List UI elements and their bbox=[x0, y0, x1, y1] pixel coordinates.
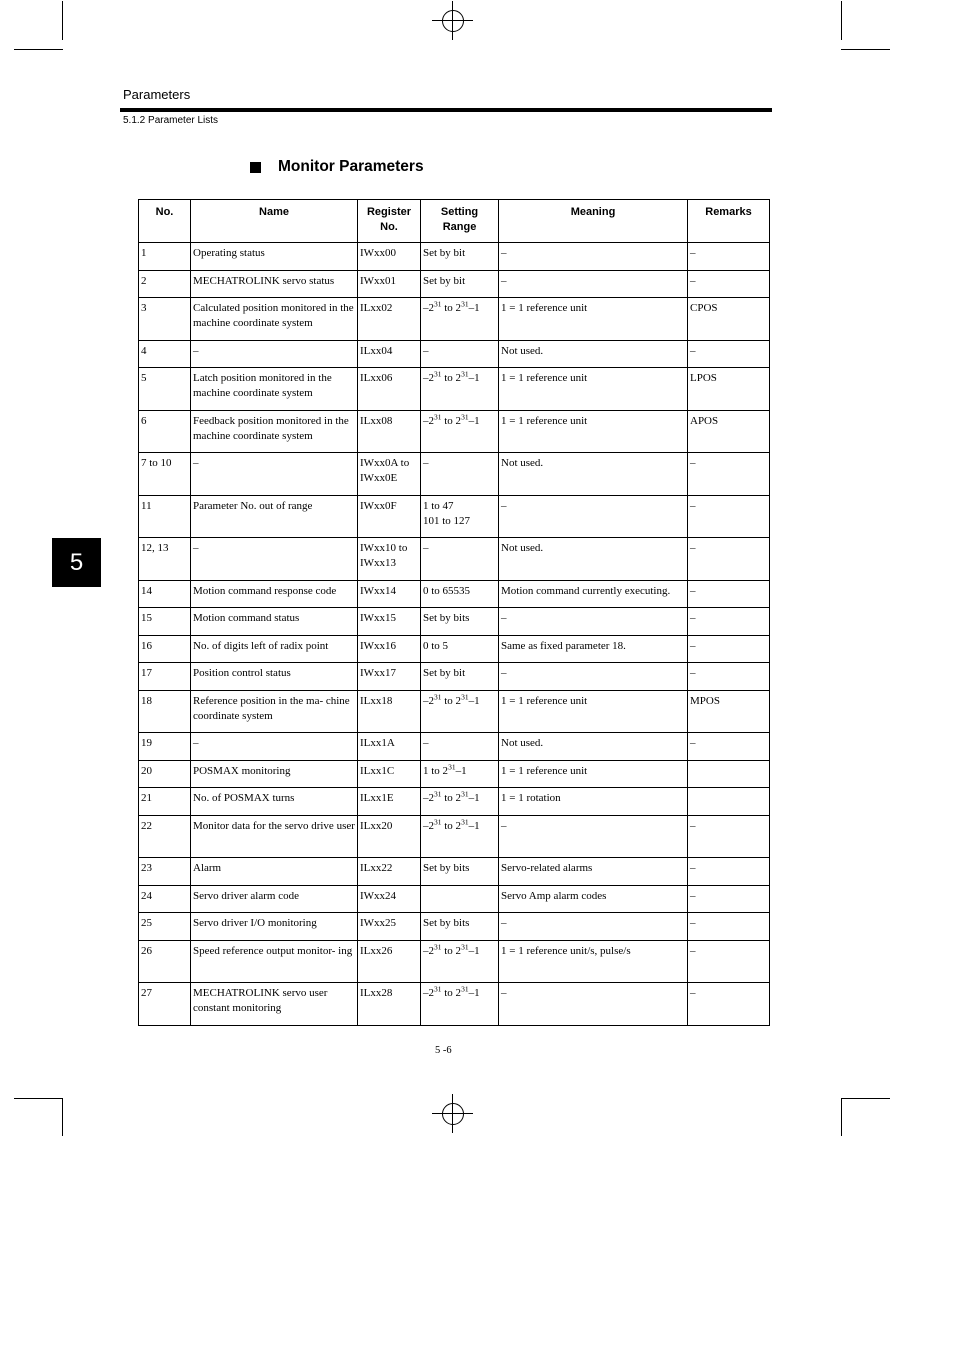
section-heading-text: Monitor Parameters bbox=[278, 158, 424, 175]
cell-meaning: Servo Amp alarm codes bbox=[499, 886, 688, 913]
range-part: 31 bbox=[434, 412, 442, 422]
cell-register: IWxx0F bbox=[358, 496, 421, 538]
cell-register: ILxx18 bbox=[358, 691, 421, 733]
range-part: –1 bbox=[468, 695, 480, 707]
range-part: –1 bbox=[468, 792, 480, 804]
cell-no: 7 to 10 bbox=[139, 453, 191, 496]
cell-remarks: – bbox=[688, 538, 770, 581]
cell-meaning: – bbox=[499, 608, 688, 636]
header-rule bbox=[120, 108, 772, 112]
cell-meaning: Same as fixed parameter 18. bbox=[499, 636, 688, 663]
cell-meaning: – bbox=[499, 913, 688, 941]
cell-register: IWxx24 bbox=[358, 886, 421, 913]
cell-register: IWxx01 bbox=[358, 271, 421, 298]
range-part: 31 bbox=[461, 299, 469, 309]
cell-name: Feedback position monitored in the machine coordinate system bbox=[191, 411, 358, 453]
range-part: –1 bbox=[468, 820, 480, 832]
cell-no: 18 bbox=[139, 691, 191, 733]
cell-remarks: – bbox=[688, 941, 770, 983]
cell-meaning: 1 = 1 reference unit bbox=[499, 761, 688, 788]
cell-range bbox=[421, 411, 499, 453]
table-row bbox=[139, 941, 770, 983]
cell-remarks: APOS bbox=[688, 411, 770, 453]
column-header-meaning: Meaning bbox=[499, 200, 688, 243]
monitor-parameters-table bbox=[138, 199, 770, 1026]
cell-no: 25 bbox=[139, 913, 191, 941]
cell-remarks: – bbox=[688, 816, 770, 858]
cell-range: Set by bit bbox=[421, 271, 499, 298]
cell-name: – bbox=[191, 538, 358, 581]
column-header-range: Setting Range bbox=[421, 200, 499, 243]
table-row bbox=[139, 691, 770, 733]
cell-range: – bbox=[421, 341, 499, 368]
cell-name: Reference position in the ma- chine coordinate system bbox=[191, 691, 358, 733]
cell-meaning: Servo-related alarms bbox=[499, 858, 688, 886]
table-row bbox=[139, 886, 770, 913]
table-row bbox=[139, 608, 770, 636]
cell-no: 11 bbox=[139, 496, 191, 538]
cell-meaning: – bbox=[499, 663, 688, 691]
cell-remarks bbox=[688, 788, 770, 816]
range-part: 31 bbox=[434, 817, 442, 827]
cell-remarks: – bbox=[688, 453, 770, 496]
table-body bbox=[139, 243, 770, 1026]
range-part: –2 bbox=[423, 945, 434, 957]
cell-no: 14 bbox=[139, 581, 191, 608]
cell-register: IWxx16 bbox=[358, 636, 421, 663]
range-part: 31 bbox=[434, 692, 442, 702]
cell-no: 27 bbox=[139, 983, 191, 1026]
cell-no: 15 bbox=[139, 608, 191, 636]
range-part: 31 bbox=[461, 692, 469, 702]
cell-name: No. of digits left of radix point bbox=[191, 636, 358, 663]
table-row bbox=[139, 243, 770, 271]
table-row bbox=[139, 496, 770, 538]
table-row bbox=[139, 663, 770, 691]
column-header-register: Register No. bbox=[358, 200, 421, 243]
cell-meaning: – bbox=[499, 271, 688, 298]
column-header-name: Name bbox=[191, 200, 358, 243]
cell-name: Operating status bbox=[191, 243, 358, 271]
cell-meaning: Not used. bbox=[499, 733, 688, 761]
cell-remarks: – bbox=[688, 858, 770, 886]
cell-register: ILxx06 bbox=[358, 368, 421, 411]
cell-name: Servo driver I/O monitoring bbox=[191, 913, 358, 941]
range-part: 31 bbox=[434, 789, 442, 799]
cell-register: IWxx14 bbox=[358, 581, 421, 608]
cell-meaning: Not used. bbox=[499, 341, 688, 368]
cell-range: Set by bits bbox=[421, 858, 499, 886]
cell-range bbox=[421, 496, 499, 538]
range-part: 31 bbox=[434, 942, 442, 952]
cell-no: 16 bbox=[139, 636, 191, 663]
range-line: 1 to 47 bbox=[423, 500, 454, 512]
cell-range bbox=[421, 761, 499, 788]
cell-no: 6 bbox=[139, 411, 191, 453]
cell-remarks: – bbox=[688, 608, 770, 636]
range-part: –2 bbox=[423, 987, 434, 999]
cell-range bbox=[421, 941, 499, 983]
range-part: 31 bbox=[434, 984, 442, 994]
cell-range bbox=[421, 368, 499, 411]
cell-register: ILxx28 bbox=[358, 983, 421, 1026]
cell-name: Servo driver alarm code bbox=[191, 886, 358, 913]
cell-no: 1 bbox=[139, 243, 191, 271]
cell-range: – bbox=[421, 453, 499, 496]
cell-remarks: – bbox=[688, 913, 770, 941]
cell-name: Latch position monitored in the machine coordinate system bbox=[191, 368, 358, 411]
cell-no: 20 bbox=[139, 761, 191, 788]
cell-remarks: MPOS bbox=[688, 691, 770, 733]
range-part: –2 bbox=[423, 820, 434, 832]
cell-no: 19 bbox=[139, 733, 191, 761]
cell-name: Motion command status bbox=[191, 608, 358, 636]
cell-name: MECHATROLINK servo user constant monitoring bbox=[191, 983, 358, 1026]
cell-name: Parameter No. out of range bbox=[191, 496, 358, 538]
range-part: to 2 bbox=[441, 792, 462, 804]
cell-register: ILxx20 bbox=[358, 816, 421, 858]
range-part: –1 bbox=[455, 765, 467, 777]
cell-range: Set by bit bbox=[421, 663, 499, 691]
cell-register: ILxx1E bbox=[358, 788, 421, 816]
cell-name: Monitor data for the servo drive user bbox=[191, 816, 358, 858]
cell-remarks bbox=[688, 761, 770, 788]
table-row bbox=[139, 636, 770, 663]
table-row bbox=[139, 816, 770, 858]
cell-remarks: – bbox=[688, 983, 770, 1026]
cell-remarks: – bbox=[688, 733, 770, 761]
cell-no: 3 bbox=[139, 298, 191, 341]
cell-register: ILxx26 bbox=[358, 941, 421, 983]
table-row bbox=[139, 788, 770, 816]
cell-no: 26 bbox=[139, 941, 191, 983]
cell-register: IWxx15 bbox=[358, 608, 421, 636]
cell-register: ILxx04 bbox=[358, 341, 421, 368]
range-line: 101 to 127 bbox=[423, 515, 471, 527]
cell-no: 4 bbox=[139, 341, 191, 368]
cell-range bbox=[421, 691, 499, 733]
cell-meaning: Not used. bbox=[499, 538, 688, 581]
table-header-row bbox=[139, 200, 770, 243]
cell-meaning: 1 = 1 reference unit bbox=[499, 411, 688, 453]
cell-meaning: – bbox=[499, 243, 688, 271]
table-row bbox=[139, 411, 770, 453]
range-part: –2 bbox=[423, 792, 434, 804]
cell-meaning: Not used. bbox=[499, 453, 688, 496]
cell-meaning: – bbox=[499, 816, 688, 858]
table-row bbox=[139, 453, 770, 496]
cell-no: 22 bbox=[139, 816, 191, 858]
range-part: 31 bbox=[461, 817, 469, 827]
cell-no: 5 bbox=[139, 368, 191, 411]
cell-remarks: – bbox=[688, 243, 770, 271]
range-part: to 2 bbox=[441, 415, 462, 427]
range-part: 31 bbox=[448, 762, 456, 772]
range-part: 31 bbox=[461, 984, 469, 994]
cell-register: IWxx0A to IWxx0E bbox=[358, 453, 421, 496]
table-row bbox=[139, 913, 770, 941]
table-row bbox=[139, 581, 770, 608]
cell-name: Calculated position monitored in the machine coordinate system bbox=[191, 298, 358, 341]
cell-remarks: – bbox=[688, 663, 770, 691]
cell-name: – bbox=[191, 453, 358, 496]
range-part: to 2 bbox=[441, 372, 462, 384]
cell-remarks: – bbox=[688, 581, 770, 608]
cell-remarks: – bbox=[688, 341, 770, 368]
cell-remarks: LPOS bbox=[688, 368, 770, 411]
cell-register: ILxx08 bbox=[358, 411, 421, 453]
cell-range bbox=[421, 816, 499, 858]
column-header-no: No. bbox=[139, 200, 191, 243]
cell-meaning: 1 = 1 reference unit/s, pulse/s bbox=[499, 941, 688, 983]
table-row bbox=[139, 538, 770, 581]
range-part: –2 bbox=[423, 302, 434, 314]
range-part: –1 bbox=[468, 372, 480, 384]
range-part: –2 bbox=[423, 695, 434, 707]
cell-name: Motion command response code bbox=[191, 581, 358, 608]
cell-name: Alarm bbox=[191, 858, 358, 886]
range-part: 31 bbox=[461, 369, 469, 379]
cell-no: 23 bbox=[139, 858, 191, 886]
cell-range: Set by bits bbox=[421, 913, 499, 941]
cell-remarks: – bbox=[688, 271, 770, 298]
cell-range: 0 to 5 bbox=[421, 636, 499, 663]
square-bullet-icon bbox=[250, 162, 261, 173]
cell-register: IWxx00 bbox=[358, 243, 421, 271]
cell-range: Set by bit bbox=[421, 243, 499, 271]
cell-remarks: – bbox=[688, 496, 770, 538]
cell-range: Set by bits bbox=[421, 608, 499, 636]
cell-range bbox=[421, 298, 499, 341]
range-part: 31 bbox=[461, 942, 469, 952]
cell-register: IWxx17 bbox=[358, 663, 421, 691]
table-row bbox=[139, 761, 770, 788]
range-part: 31 bbox=[461, 789, 469, 799]
cell-range: – bbox=[421, 733, 499, 761]
table-row bbox=[139, 341, 770, 368]
cell-meaning: Motion command currently executing. bbox=[499, 581, 688, 608]
cell-remarks: – bbox=[688, 886, 770, 913]
cell-meaning: 1 = 1 reference unit bbox=[499, 298, 688, 341]
range-part: to 2 bbox=[441, 302, 462, 314]
column-header-remarks: Remarks bbox=[688, 200, 770, 243]
range-part: to 2 bbox=[441, 695, 462, 707]
cell-register: ILxx22 bbox=[358, 858, 421, 886]
range-part: 31 bbox=[461, 412, 469, 422]
range-part: –2 bbox=[423, 415, 434, 427]
cell-meaning: 1 = 1 rotation bbox=[499, 788, 688, 816]
cell-register: IWxx10 to IWxx13 bbox=[358, 538, 421, 581]
range-part: to 2 bbox=[441, 945, 462, 957]
cell-no: 12, 13 bbox=[139, 538, 191, 581]
cell-name: Speed reference output monitor- ing bbox=[191, 941, 358, 983]
cell-meaning: 1 = 1 reference unit bbox=[499, 368, 688, 411]
range-part: to 2 bbox=[441, 987, 462, 999]
cell-register: IWxx25 bbox=[358, 913, 421, 941]
section-heading bbox=[250, 158, 424, 176]
range-part: –1 bbox=[468, 945, 480, 957]
cell-range: 0 to 65535 bbox=[421, 581, 499, 608]
cell-name: – bbox=[191, 733, 358, 761]
table-row bbox=[139, 271, 770, 298]
running-header-title: Parameters bbox=[123, 87, 191, 102]
cell-range bbox=[421, 983, 499, 1026]
range-part: –1 bbox=[468, 302, 480, 314]
cell-name: POSMAX monitoring bbox=[191, 761, 358, 788]
range-part: 1 to 2 bbox=[423, 765, 449, 777]
page-number: 5 -6 bbox=[435, 1045, 452, 1056]
cell-name: MECHATROLINK servo status bbox=[191, 271, 358, 298]
table-row bbox=[139, 858, 770, 886]
range-part: –1 bbox=[468, 415, 480, 427]
cell-register: ILxx1A bbox=[358, 733, 421, 761]
range-part: –1 bbox=[468, 987, 480, 999]
chapter-tab: 5 bbox=[52, 538, 101, 587]
table-row bbox=[139, 368, 770, 411]
cell-name: No. of POSMAX turns bbox=[191, 788, 358, 816]
cell-range bbox=[421, 886, 499, 913]
range-part: to 2 bbox=[441, 820, 462, 832]
cell-name: Position control status bbox=[191, 663, 358, 691]
cell-remarks: CPOS bbox=[688, 298, 770, 341]
table-row bbox=[139, 298, 770, 341]
table-row bbox=[139, 983, 770, 1026]
table-row bbox=[139, 733, 770, 761]
cell-register: ILxx02 bbox=[358, 298, 421, 341]
cell-no: 21 bbox=[139, 788, 191, 816]
cell-meaning: – bbox=[499, 496, 688, 538]
cell-no: 2 bbox=[139, 271, 191, 298]
range-part: 31 bbox=[434, 369, 442, 379]
range-part: 31 bbox=[434, 299, 442, 309]
cell-no: 17 bbox=[139, 663, 191, 691]
running-header-section: 5.1.2 Parameter Lists bbox=[123, 115, 219, 126]
cell-remarks: – bbox=[688, 636, 770, 663]
cell-meaning: – bbox=[499, 983, 688, 1026]
cell-no: 24 bbox=[139, 886, 191, 913]
cell-range bbox=[421, 788, 499, 816]
cell-name: – bbox=[191, 341, 358, 368]
range-part: –2 bbox=[423, 372, 434, 384]
cell-register: ILxx1C bbox=[358, 761, 421, 788]
cell-meaning: 1 = 1 reference unit bbox=[499, 691, 688, 733]
cell-range: – bbox=[421, 538, 499, 581]
